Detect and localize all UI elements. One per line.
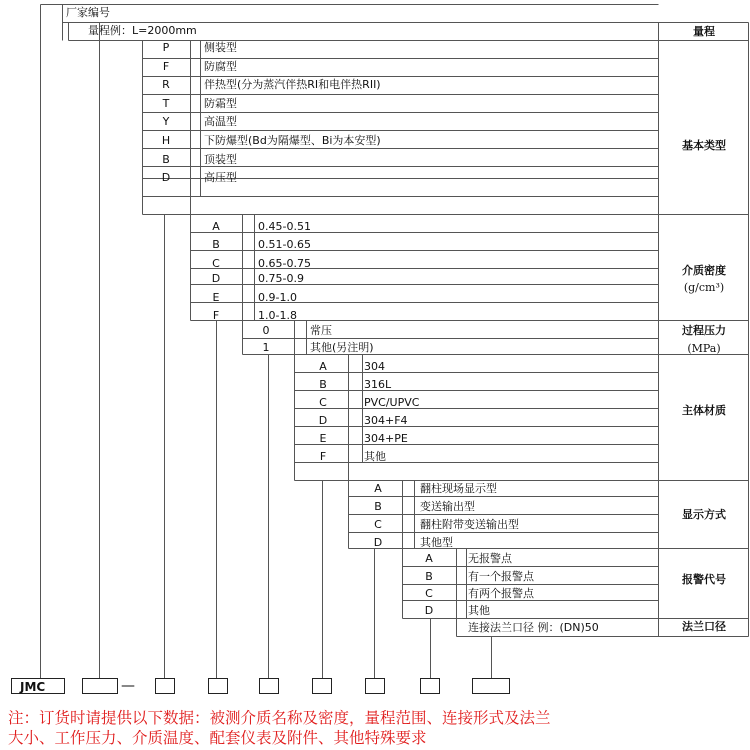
label-display: 显示方式 xyxy=(682,508,726,521)
basic-desc: 防腐型 xyxy=(204,60,237,73)
slot-pressure xyxy=(312,678,332,694)
basic-desc: 侧装型 xyxy=(204,41,237,54)
basic-desc: 伴热型(分为蒸汽伴热RI和电伴热RII) xyxy=(204,78,381,91)
pressure-desc: 常压 xyxy=(310,324,332,337)
basic-desc: 防霜型 xyxy=(204,97,237,110)
label-alarm: 报警代号 xyxy=(682,573,726,586)
basic-code: H xyxy=(161,134,171,147)
label-pressure-1: 过程压力 xyxy=(682,324,726,337)
material-desc: 316L xyxy=(364,378,392,391)
density-desc: 0.9-1.0 xyxy=(258,291,297,304)
basic-code: P xyxy=(162,41,170,54)
density-desc: 1.0-1.8 xyxy=(258,309,297,322)
label-density-2: (g/cm³) xyxy=(683,281,725,294)
display-desc: 翻柱现场显示型 xyxy=(420,482,497,495)
material-desc: 304 xyxy=(364,360,385,373)
material-code: E xyxy=(319,432,327,445)
alarm-code: D xyxy=(424,604,434,617)
basic-code: B xyxy=(162,153,170,166)
alarm-desc: 其他 xyxy=(468,604,490,617)
model-prefix: JMC xyxy=(11,678,65,694)
slot-alarm-flange xyxy=(472,678,510,694)
label-basic-type: 基本类型 xyxy=(682,139,726,152)
alarm-desc: 有一个报警点 xyxy=(468,570,534,583)
density-code: D xyxy=(211,272,221,285)
pressure-code: 0 xyxy=(262,324,270,337)
note-line-1: 注：订货时请提供以下数据：被测介质名称及密度，量程范围、连接形式及法兰 xyxy=(8,709,551,727)
material-code: B xyxy=(319,378,327,391)
slot-basic-type xyxy=(208,678,228,694)
density-desc: 0.45-0.51 xyxy=(258,220,311,233)
material-desc: PVC/UPVC xyxy=(364,396,420,409)
label-flange: 法兰口径 xyxy=(682,620,726,633)
material-code: C xyxy=(319,396,327,409)
material-desc: 304+PE xyxy=(364,432,408,445)
basic-code: T xyxy=(162,97,170,110)
pressure-desc: 其他(另注明) xyxy=(310,341,374,354)
basic-code: R xyxy=(162,78,170,91)
alarm-code: B xyxy=(425,570,433,583)
display-desc: 变送输出型 xyxy=(420,500,475,513)
slot-range xyxy=(155,678,175,694)
display-desc: 翻柱附带变送输出型 xyxy=(420,518,519,531)
label-density-1: 介质密度 xyxy=(682,264,726,277)
material-code: F xyxy=(319,450,327,463)
density-code: C xyxy=(212,257,220,270)
basic-desc: 下防爆型(Bd为隔爆型、Bi为本安型) xyxy=(204,134,381,147)
material-code: A xyxy=(319,360,327,373)
display-code: D xyxy=(373,536,383,549)
alarm-desc: 无报警点 xyxy=(468,552,512,565)
basic-code: D xyxy=(161,171,171,184)
basic-desc: 高压型 xyxy=(204,171,237,184)
alarm-desc: 有两个报警点 xyxy=(468,587,534,600)
density-code: A xyxy=(212,220,220,233)
slot-material xyxy=(365,678,385,694)
density-code: F xyxy=(212,309,220,322)
manufacturer-label: 厂家编号 xyxy=(66,6,110,19)
density-desc: 0.65-0.75 xyxy=(258,257,311,270)
note-line-2: 大小、工作压力、介质温度、配套仪表及附件、其他特殊要求 xyxy=(8,729,427,747)
basic-code: F xyxy=(162,60,170,73)
basic-desc: 高温型 xyxy=(204,115,237,128)
material-code: D xyxy=(318,414,328,427)
range-example-label: 量程例：L=2000mm xyxy=(88,24,197,37)
slot-density xyxy=(259,678,279,694)
density-code: E xyxy=(212,291,220,304)
slot-manufacturer xyxy=(82,678,118,694)
slot-display xyxy=(420,678,440,694)
density-desc: 0.51-0.65 xyxy=(258,238,311,251)
alarm-code: C xyxy=(425,587,433,600)
alarm-code: A xyxy=(425,552,433,565)
display-code: C xyxy=(374,518,382,531)
pressure-code: 1 xyxy=(262,341,270,354)
label-pressure-2: (MPa) xyxy=(687,342,721,355)
material-desc: 其他 xyxy=(364,450,386,463)
label-material: 主体材质 xyxy=(682,404,726,417)
model-separator: — xyxy=(121,678,135,694)
display-desc: 其他型 xyxy=(420,536,453,549)
density-code: B xyxy=(212,238,220,251)
label-range: 量程 xyxy=(693,25,715,38)
display-code: B xyxy=(374,500,382,513)
material-desc: 304+F4 xyxy=(364,414,408,427)
flange-desc: 连接法兰口径 例：(DN)50 xyxy=(468,621,599,634)
basic-desc: 顶装型 xyxy=(204,153,237,166)
display-code: A xyxy=(374,482,382,495)
density-desc: 0.75-0.9 xyxy=(258,272,304,285)
basic-code: Y xyxy=(162,115,170,128)
